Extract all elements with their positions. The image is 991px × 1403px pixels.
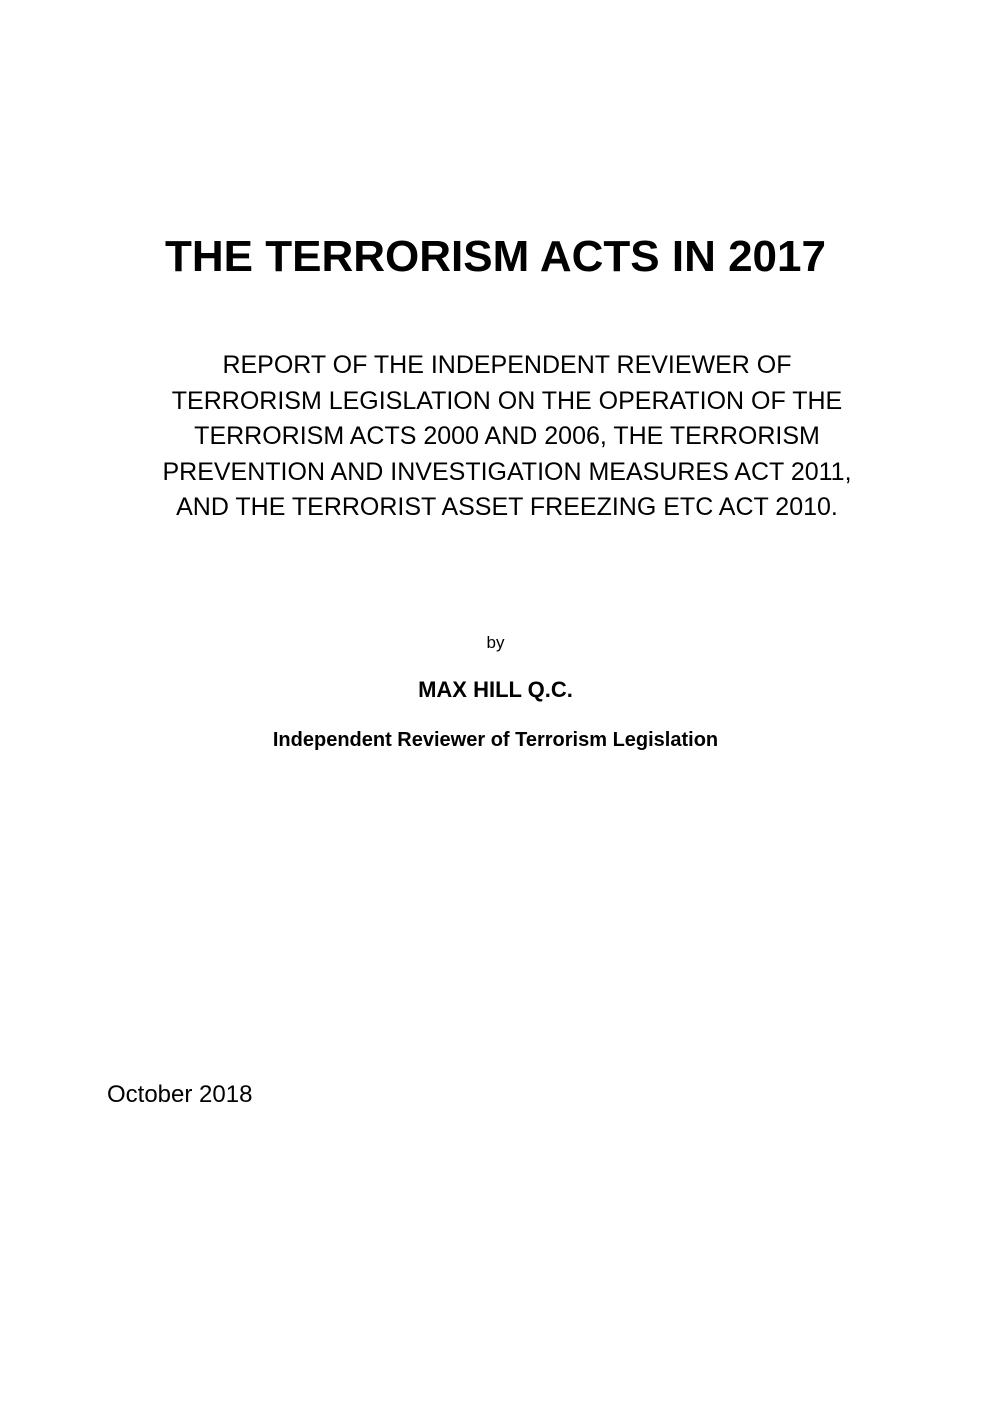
author-name: MAX HILL Q.C. [418, 677, 573, 702]
by-label: by [486, 633, 505, 652]
document-subtitle: REPORT OF THE INDEPENDENT REVIEWER OF TERRORISM LEGISLATION ON THE OPERATION OF THE TERRORISM ACTS 2000 AND 2006, THE TERRORISM PREVENTION AND INVESTIGATION MEASURES ACT 2011, AND THE TERRORIST ASSET FREEZING ETC ACT 2010. [162, 351, 852, 521]
author-role: Independent Reviewer of Terrorism Legislation [272, 729, 719, 751]
publication-date: October 2018 [107, 1081, 253, 1108]
document-title: THE TERRORISM ACTS IN 2017 [165, 232, 826, 281]
